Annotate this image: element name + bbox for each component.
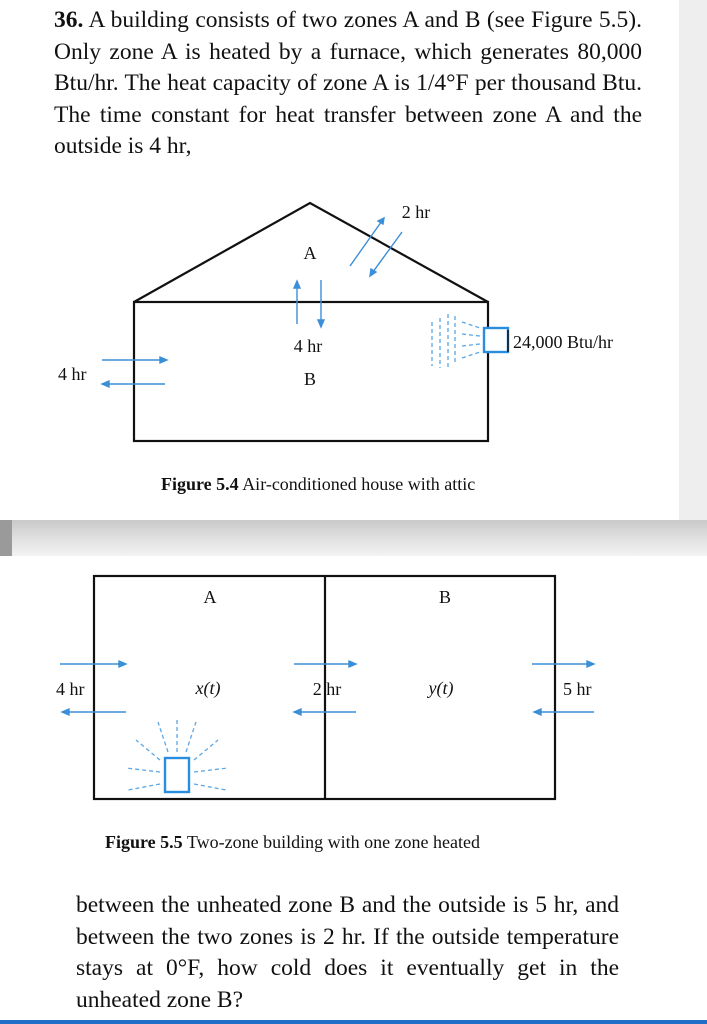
ac-rating: 24,000 Btu/hr: [513, 332, 614, 352]
room-label: B: [303, 369, 317, 389]
left-arrow-in-head: [119, 661, 126, 667]
right-arrow-in-head: [534, 709, 541, 715]
middle-arrow-left-head: [294, 709, 301, 715]
figure-5-5-caption: [105, 832, 480, 853]
page-bottom-rule: [0, 1020, 707, 1024]
figure-5-5-caption-text: Two-zone building with one zone heated: [186, 832, 481, 852]
ceiling-time-constant: 4 hr: [293, 336, 323, 356]
problem-number: 36.: [54, 7, 84, 33]
zone-b-temperature: y(t): [428, 678, 454, 698]
zone-a-temperature: x(t): [195, 678, 221, 698]
middle-arrow-right-head: [349, 661, 356, 667]
furnace-icon: [165, 758, 189, 792]
zone-a-label: A: [203, 587, 217, 607]
problem-continuation: between the unheated zone B and the outside is 5 hr, and between the two zones is 2 hr. If the outside temperature stays at 0°F, how cold does it eventually get in the unheated zone B?: [76, 892, 619, 1013]
left-arrow-out-head: [62, 709, 69, 715]
problem-intro-text: A building consists of two zones A and B (see Figure 5.5). Only zone A is heated by a furnace, which generates 80,000 Btu/hr. The heat capacity of zone A is 1/4°F per thousand Btu. The time constant for heat transfer between zone A and the outside is 4 hr,: [54, 7, 642, 159]
zone-b-label: B: [438, 587, 452, 607]
left-time-constant: 4 hr: [56, 679, 85, 699]
wall-time-constant: 4 hr: [58, 364, 87, 384]
figure-5-4-caption-text: Air-conditioned house with attic: [242, 474, 476, 494]
attic-label: A: [303, 243, 317, 263]
figure-5-5-label: Figure 5.5: [105, 832, 183, 852]
right-arrow-out-head: [587, 661, 594, 667]
figure-5-4-label: Figure 5.4: [161, 474, 239, 494]
roof-time-constant: 2 hr: [401, 202, 431, 222]
middle-time-constant: 2 hr: [312, 679, 342, 699]
right-time-constant: 5 hr: [563, 679, 592, 699]
